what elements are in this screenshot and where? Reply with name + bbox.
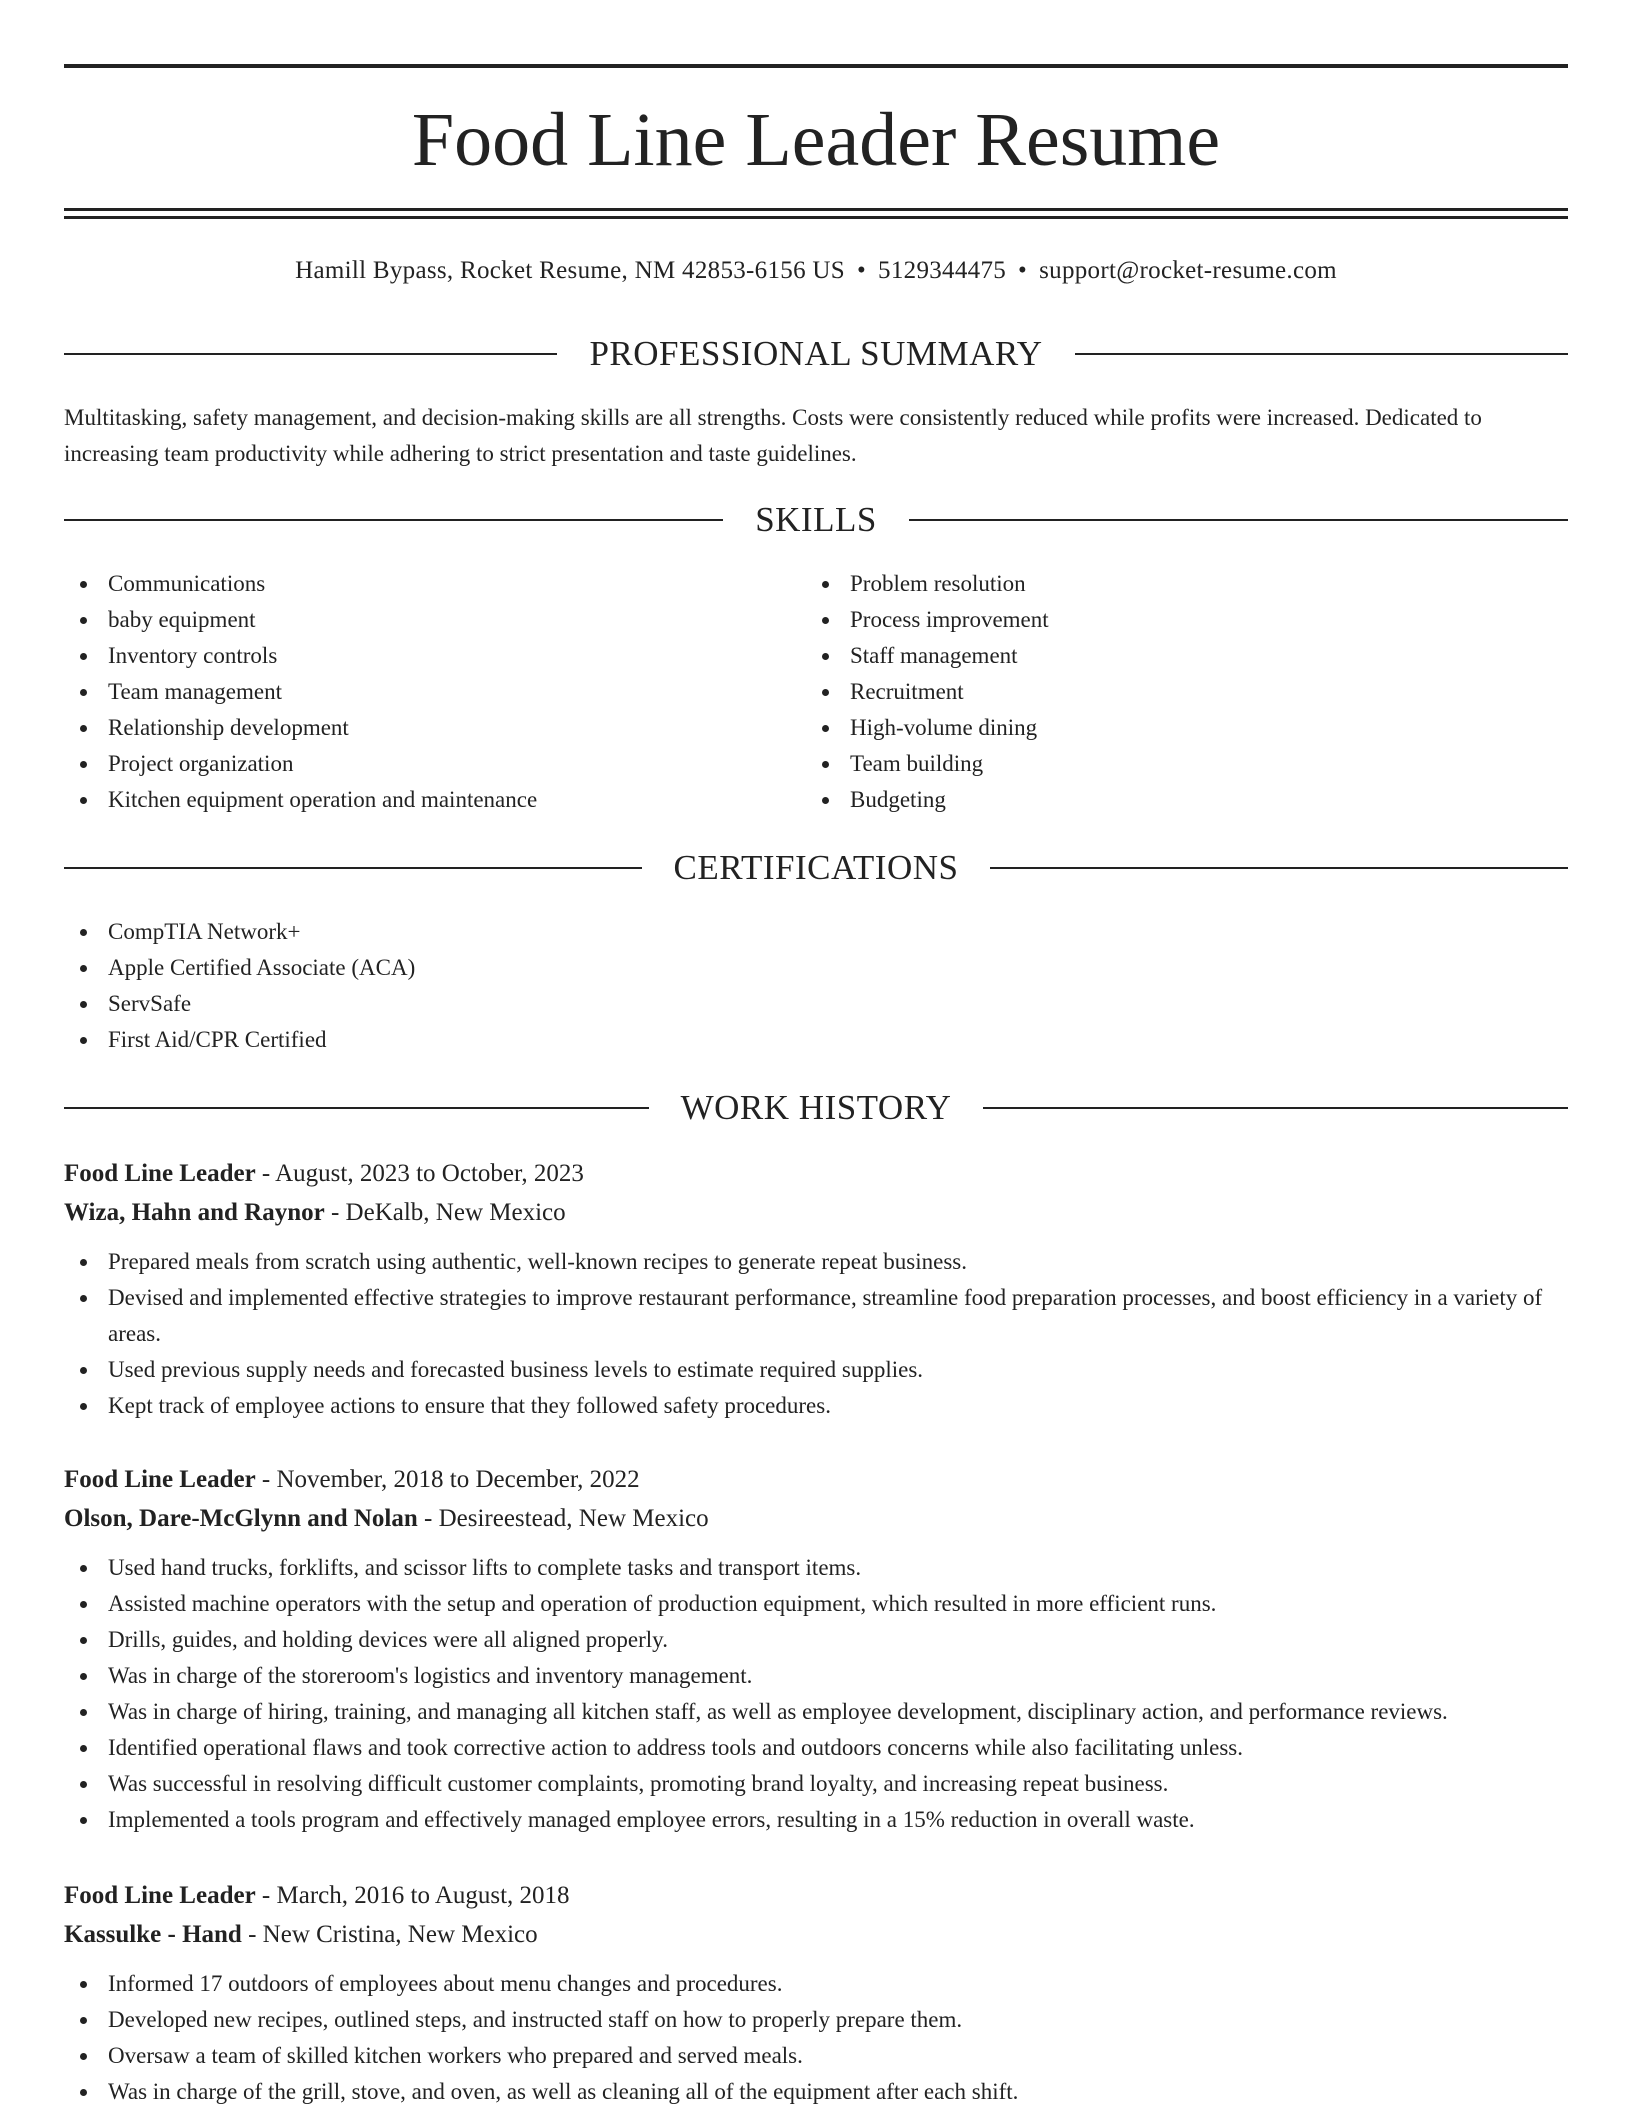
skill-item: Communications bbox=[64, 566, 764, 602]
skill-item: Project organization bbox=[64, 746, 764, 782]
heading-rule-left bbox=[64, 867, 642, 869]
contact-separator: • bbox=[1018, 257, 1028, 284]
title-double-rule bbox=[64, 208, 1568, 219]
heading-label: CERTIFICATIONS bbox=[673, 848, 959, 887]
job-title-line: Food Line Leader - August, 2023 to October, 2023 bbox=[64, 1160, 584, 1187]
section-heading-skills bbox=[64, 498, 1568, 542]
job-company: Wiza, Hahn and Raynor bbox=[64, 1199, 325, 1226]
skill-item: Problem resolution bbox=[806, 566, 1546, 602]
certification-item: First Aid/CPR Certified bbox=[64, 1022, 964, 1058]
skill-item: Inventory controls bbox=[64, 638, 764, 674]
job-dates: March, 2016 to August, 2018 bbox=[276, 1882, 570, 1909]
job-location: DeKalb, New Mexico bbox=[345, 1199, 566, 1226]
job-company: Kassulke - Hand bbox=[64, 1921, 242, 1948]
job-bullet: Oversaw a team of skilled kitchen workers who prepared and served meals. bbox=[64, 2038, 1568, 2074]
heading-rule-left bbox=[64, 519, 723, 521]
job-bullet: Used previous supply needs and forecasted business levels to estimate required supplies. bbox=[64, 1352, 1568, 1388]
job-bullet: Drills, guides, and holding devices were all aligned properly. bbox=[64, 1622, 1568, 1658]
section-heading-certifications bbox=[64, 846, 1568, 890]
job-bullet: Was in charge of the storeroom's logistics and inventory management. bbox=[64, 1658, 1568, 1694]
heading-label: PROFESSIONAL SUMMARY bbox=[589, 334, 1043, 373]
skill-item: baby equipment bbox=[64, 602, 764, 638]
certifications-list bbox=[64, 914, 964, 1058]
job-bullet: Informed 17 outdoors of employees about menu changes and procedures. bbox=[64, 1966, 1568, 2002]
section-heading-summary bbox=[64, 332, 1568, 376]
job-dates: August, 2023 to October, 2023 bbox=[275, 1160, 584, 1187]
skills-list-left bbox=[64, 566, 764, 818]
job-title-line: Food Line Leader - March, 2016 to August, 2018 bbox=[64, 1882, 570, 1909]
job-entry bbox=[64, 1460, 1568, 1838]
skill-item: Relationship development bbox=[64, 710, 764, 746]
job-bullet: Kept track of employee actions to ensure that they followed safety procedures. bbox=[64, 1388, 1568, 1424]
certification-item: ServSafe bbox=[64, 986, 964, 1022]
heading-label: SKILLS bbox=[755, 500, 877, 539]
job-bullet: Developed new recipes, outlined steps, and instructed staff on how to properly prepare them. bbox=[64, 2002, 1568, 2038]
job-bullets bbox=[64, 1244, 1568, 1424]
job-title: Food Line Leader bbox=[64, 1882, 256, 1909]
heading-rule-left bbox=[64, 1107, 649, 1109]
skill-item: Team building bbox=[806, 746, 1546, 782]
job-bullet: Used hand trucks, forklifts, and scissor lifts to complete tasks and transport items. bbox=[64, 1550, 1568, 1586]
contact-phone: 5129344475 bbox=[878, 257, 1007, 284]
heading-rule-left bbox=[64, 353, 557, 355]
job-title: Food Line Leader bbox=[64, 1466, 256, 1493]
skill-item: Recruitment bbox=[806, 674, 1546, 710]
job-bullet: Identified operational flaws and took corrective action to address tools and outdoors concerns while also facilitating unless. bbox=[64, 1730, 1568, 1766]
job-location: Desireestead, New Mexico bbox=[438, 1505, 709, 1532]
certification-item: CompTIA Network+ bbox=[64, 914, 964, 950]
job-company-line: Olson, Dare-McGlynn and Nolan - Desireestead, New Mexico bbox=[64, 1505, 709, 1532]
skills-list-right bbox=[806, 566, 1546, 818]
top-rule bbox=[64, 64, 1568, 68]
job-bullet: Prepared meals from scratch using authentic, well-known recipes to generate repeat business. bbox=[64, 1244, 1568, 1280]
job-dates: November, 2018 to December, 2022 bbox=[276, 1466, 640, 1493]
job-bullet: Was successful in resolving difficult customer complaints, promoting brand loyalty, and increasing repeat business. bbox=[64, 1766, 1568, 1802]
job-title: Food Line Leader bbox=[64, 1160, 256, 1187]
job-bullet: Assisted machine operators with the setup and operation of production equipment, which resulted in more efficient runs. bbox=[64, 1586, 1568, 1622]
contact-email: support@rocket-resume.com bbox=[1039, 257, 1337, 284]
skill-item: Process improvement bbox=[806, 602, 1546, 638]
job-entry bbox=[64, 1876, 1568, 2110]
resume-title: Food Line Leader Resume bbox=[411, 98, 1221, 182]
job-bullet: Was in charge of hiring, training, and managing all kitchen staff, as well as employee development, disciplinary action, and performance reviews. bbox=[64, 1694, 1568, 1730]
heading-rule-right bbox=[990, 867, 1568, 869]
contact-separator: • bbox=[856, 257, 867, 284]
skill-item: Team management bbox=[64, 674, 764, 710]
job-bullets bbox=[64, 1966, 1568, 2110]
job-title-line: Food Line Leader - November, 2018 to December, 2022 bbox=[64, 1466, 640, 1493]
summary-text: Multitasking, safety management, and decision-making skills are all strengths. Costs were consistently reduced while profits were increased. Dedicated to increasing team productivity while adhering to strict presentation and taste guidelines. bbox=[64, 405, 1482, 466]
job-bullet: Devised and implemented effective strategies to improve restaurant performance, streamline food preparation processes, and boost efficiency in a variety of areas. bbox=[64, 1280, 1568, 1352]
heading-rule-right bbox=[983, 1107, 1568, 1109]
job-bullet: Implemented a tools program and effectively managed employee errors, resulting in a 15% reduction in overall waste. bbox=[64, 1802, 1568, 1838]
section-heading-work-history bbox=[64, 1086, 1568, 1130]
job-company: Olson, Dare-McGlynn and Nolan bbox=[64, 1505, 418, 1532]
heading-rule-right bbox=[909, 519, 1568, 521]
skill-item: Staff management bbox=[806, 638, 1546, 674]
job-location: New Cristina, New Mexico bbox=[262, 1921, 538, 1948]
job-bullets bbox=[64, 1550, 1568, 1838]
skill-item: Kitchen equipment operation and maintenance bbox=[64, 782, 764, 818]
job-company-line: Wiza, Hahn and Raynor - DeKalb, New Mexico bbox=[64, 1199, 566, 1226]
job-company-line: Kassulke - Hand - New Cristina, New Mexico bbox=[64, 1921, 538, 1948]
certification-item: Apple Certified Associate (ACA) bbox=[64, 950, 964, 986]
contact-line bbox=[64, 254, 1568, 288]
skill-item: Budgeting bbox=[806, 782, 1546, 818]
job-bullet: Was in charge of the grill, stove, and oven, as well as cleaning all of the equipment after each shift. bbox=[64, 2074, 1568, 2110]
job-entry bbox=[64, 1154, 1568, 1424]
heading-rule-right bbox=[1075, 353, 1568, 355]
heading-label: WORK HISTORY bbox=[680, 1088, 952, 1127]
contact-address: Hamill Bypass, Rocket Resume, NM 42853-6156 US bbox=[295, 257, 845, 284]
skill-item: High-volume dining bbox=[806, 710, 1546, 746]
